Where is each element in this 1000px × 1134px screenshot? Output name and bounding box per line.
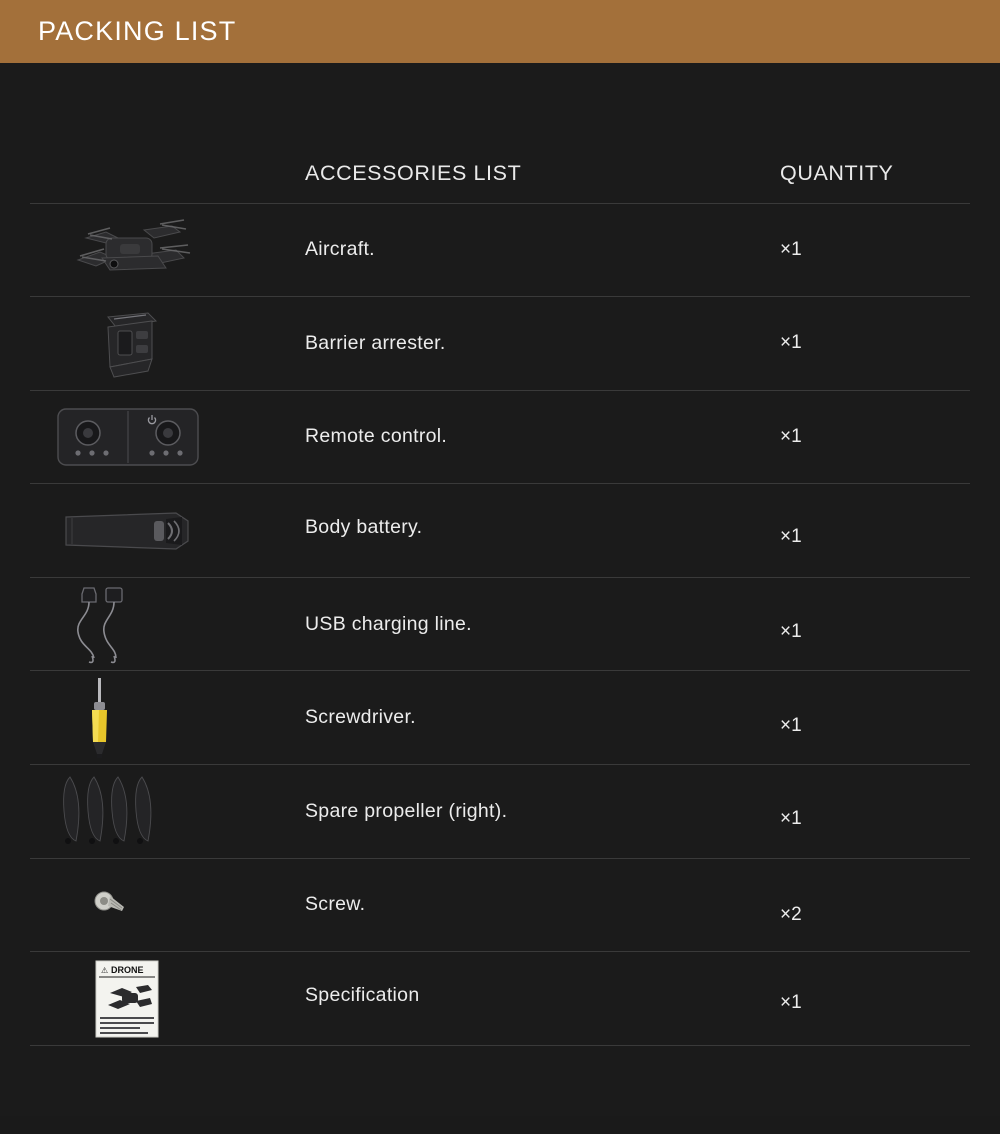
specification-manual-icon xyxy=(48,957,208,1041)
packing-list-sheet xyxy=(0,63,1000,1116)
usb-charging-cable-icon xyxy=(48,582,208,666)
page-header-banner xyxy=(0,0,1000,63)
table-row xyxy=(30,390,970,484)
row-image-cell xyxy=(30,297,302,391)
row-image-cell xyxy=(30,390,302,484)
remote-control-icon xyxy=(48,395,208,479)
accessory-name: Body battery. xyxy=(302,484,776,578)
table-row xyxy=(30,671,970,765)
screwdriver-icon xyxy=(48,676,208,760)
accessory-name: Barrier arrester. xyxy=(302,297,776,391)
row-image-cell xyxy=(30,671,302,765)
accessory-name: Remote control. xyxy=(302,390,776,484)
barrier-arrester-icon xyxy=(48,301,208,385)
accessory-name: Screwdriver. xyxy=(302,671,776,765)
page-title: PACKING LIST xyxy=(38,16,237,46)
svg-text:⚠: ⚠ xyxy=(101,965,109,975)
table-row xyxy=(30,577,970,671)
accessory-quantity: ×1 xyxy=(776,297,970,391)
accessory-quantity: ×1 xyxy=(776,671,970,765)
packing-list-table xyxy=(30,63,970,1046)
table-header xyxy=(30,63,970,203)
row-image-cell xyxy=(30,203,302,297)
table-row xyxy=(30,952,970,1046)
accessory-name: USB charging line. xyxy=(302,577,776,671)
table-row xyxy=(30,203,970,297)
table-row xyxy=(30,297,970,391)
accessory-name: Screw. xyxy=(302,858,776,952)
screw-icon xyxy=(48,863,208,947)
accessory-quantity: ×1 xyxy=(776,390,970,484)
table-row xyxy=(30,858,970,952)
accessory-quantity: ×1 xyxy=(776,203,970,297)
accessory-quantity: ×1 xyxy=(776,765,970,859)
accessory-quantity: ×1 xyxy=(776,577,970,671)
row-image-cell xyxy=(30,765,302,859)
accessory-quantity: ×1 xyxy=(776,952,970,1046)
row-image-cell xyxy=(30,858,302,952)
accessory-quantity: ×2 xyxy=(776,858,970,952)
table-row xyxy=(30,484,970,578)
spare-propeller-icon xyxy=(48,769,208,853)
body-battery-icon xyxy=(48,489,208,573)
accessory-name: Spare propeller (right). xyxy=(302,765,776,859)
bottom-spacer xyxy=(0,1046,1000,1116)
column-header-image xyxy=(30,63,302,203)
accessory-quantity: ×1 xyxy=(776,484,970,578)
accessory-name: Aircraft. xyxy=(302,203,776,297)
table-body xyxy=(30,203,970,1045)
row-image-cell xyxy=(30,952,302,1046)
column-header-accessories: ACCESSORIES LIST xyxy=(302,63,776,203)
table-row xyxy=(30,765,970,859)
drone-aircraft-icon xyxy=(48,208,208,292)
column-header-quantity: QUANTITY xyxy=(776,63,970,203)
row-image-cell xyxy=(30,577,302,671)
accessory-name: Specification xyxy=(302,952,776,1046)
svg-text:DRONE: DRONE xyxy=(111,964,144,975)
row-image-cell xyxy=(30,484,302,578)
